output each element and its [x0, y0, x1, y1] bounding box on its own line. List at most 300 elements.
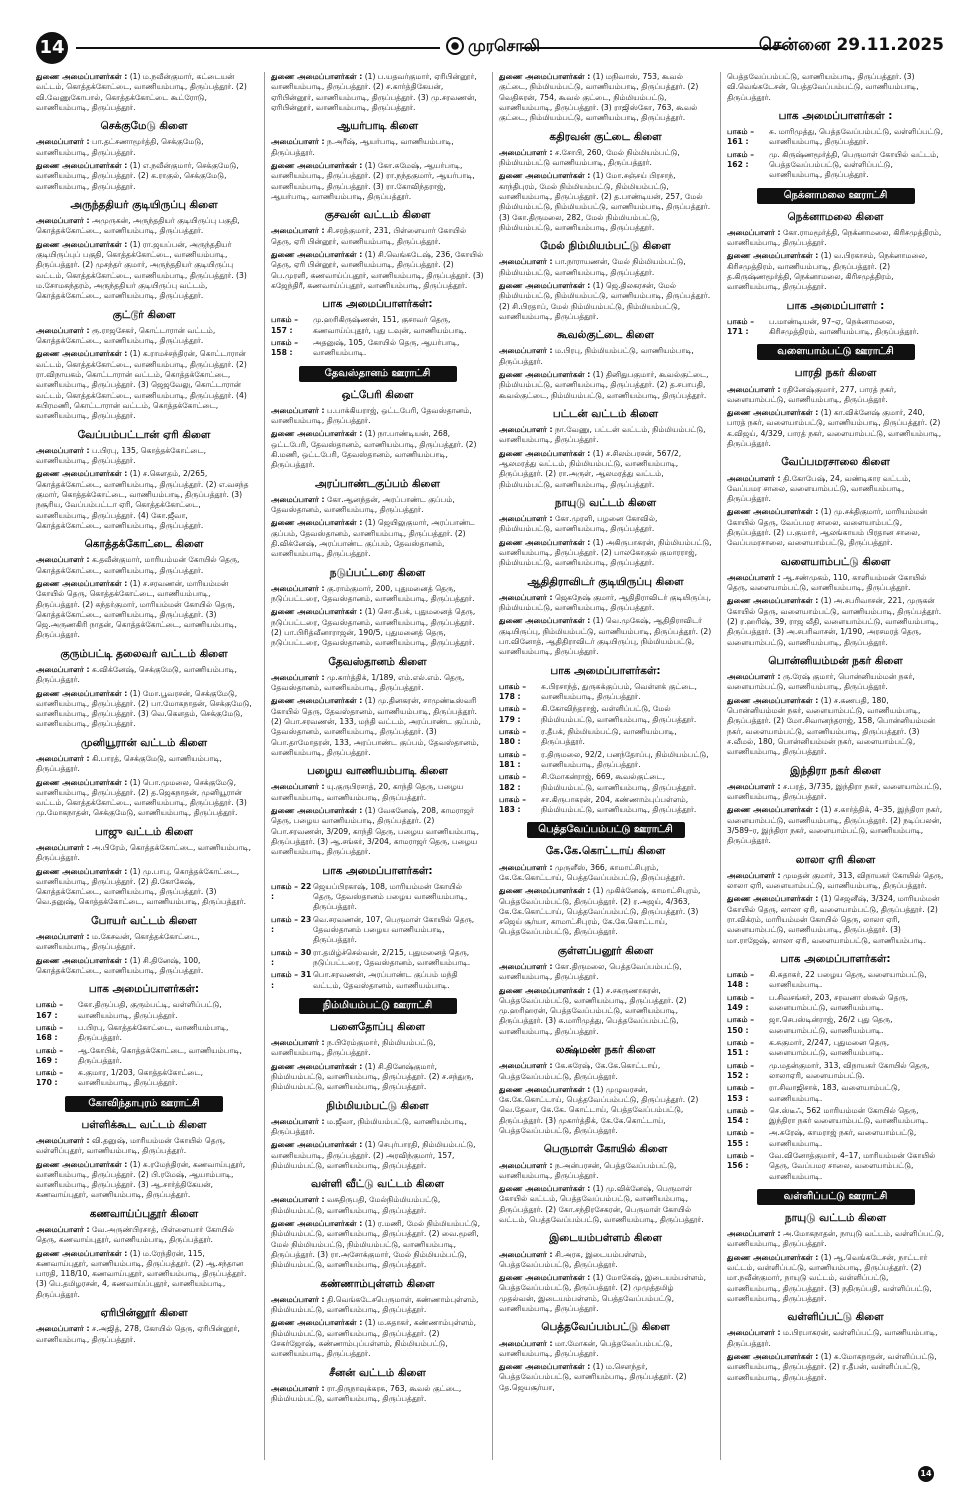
member-details: ம.பிரபு, நிம்மியம்பட்டு, வாணியம்பாடி, திருப்பத்தூர்.: [499, 346, 694, 366]
branch-heading: போயர் வட்டம் கிளை: [91, 914, 197, 927]
booth-number: பாகம் – 167 :: [36, 1000, 64, 1020]
member-entry: [36, 240, 252, 302]
member-entry: [36, 1249, 252, 1301]
branch-heading: வள்ளிப்பட்டு கிளை: [787, 1311, 884, 1324]
member-entry: [271, 782, 484, 803]
member-entry: [36, 1225, 252, 1246]
branch-heading: பாக அமைப்பாளர்கள்:: [322, 298, 433, 311]
role-label: துணை அமைப்பாளர்கள் :: [271, 1061, 363, 1071]
role-label: அமைப்பாளர் :: [36, 664, 90, 674]
branch-heading: வளையாம்பட்டு கிளை: [780, 555, 891, 568]
role-label: அமைப்பாளர் :: [271, 1383, 325, 1393]
article-columns: [36, 72, 944, 1460]
member-details: (1) வெ.முகேஷ், ஆதிதிராவிடர் குடியிருப்பு, நிம்மியம்பட்டு, வாணியம்பாடி, திருப்பத்தூர். (2) பா.வினோத், ஆதிதிராவிடர் குடியிருப்பு, நிம்மியம்பட்டு, வாணியம்பாடி, திருப்பத்தூர்.: [499, 616, 712, 657]
booth-number: பாகம் – 23 :: [271, 914, 312, 934]
member-details: (1) சி.வெங்கடேஷ், 236, கோயில் தெரு, ஏரி பின்னூர், வாணியம்பாடி, திருப்பத்தூர். (2) பெ.முரளி, கணவாய்ப்புதூர், வாணியம்பாடி, திருப்பத்தூர். (3) கஜேந்திரீ, கணவாய்ப்புதூர், வாணியம்பாடி, திருப்பத்தூர்.: [271, 250, 484, 290]
branch-heading: நெக்னாமலை கிளை: [787, 210, 884, 223]
branch-heading: கதிரவன் குட்டை கிளை: [549, 130, 662, 143]
role-label: அமைப்பாளர் :: [499, 1249, 553, 1259]
booth-entry: [271, 970, 484, 991]
booth-entry: [727, 1038, 944, 1059]
dateline: சென்னை 29.11.2025: [758, 35, 944, 55]
booth-entry: [499, 727, 712, 748]
member-entry: [499, 863, 712, 884]
member-entry: [36, 161, 252, 192]
role-label: அமைப்பாளர் :: [36, 325, 90, 335]
role-label: அமைப்பாளர் :: [727, 781, 781, 791]
role-label: அமைப்பாளர் :: [271, 226, 325, 236]
member-details: (1) ச.கௌதம், 2/265, கொத்தக்கோட்டை, வாணியம்பாடி, திருப்பத்தூர். (2) எ.வசந்த குமார், கொத்தக்கோட்டை, வாணியம்பாடி, திருப்பத்தூர். (3) நசூரிய, வேப்பம்பட்டா ஏரி, கொத்தக்கோட்டை, வாணியம்பாடி, திருப்பத்தூர். (4) கோ.ஜீவா, கொத்தக்கோட்டை, வாணியம்பாடி, திருப்பத்தூர்.: [36, 469, 249, 530]
member-details: ரு.ரேஷ் குமார், பொன்னியம்மன் நகர், வளையாம்பட்டு, வாணியம்பாடி, திருப்பத்தூர்.: [727, 672, 915, 692]
member-entry: [271, 806, 484, 858]
member-details: (1) முகிக்னேஷ், காமாட்சிபுரம், பெத்தவேப்பம்பட்டு, திருப்பத்தூர். (2) ர.அஜய், 4/363, கே.கே.கொட்டாய், பெத்தவேப்பம்பட்டு, திருப்பத்தூர். (3) சஜெய் சூர்யா, காமாட்சிபுரம், கே.கே.கொட்டாய், பெத்தவேப்பம்பட்டு, திருப்பத்தூர்.: [499, 886, 701, 937]
role-label: துணை அமைப்பாளர்கள் :: [36, 72, 128, 81]
member-entry: [36, 1160, 252, 1201]
booth-text: சி.மோகன்ராஜ், 669, கூவல்குட்டை, நிம்மியம்பட்டு, வாணியம்பாடி, திருப்பத்தூர்.: [541, 772, 697, 792]
member-details: (1) எ.நவீன்குமார், செக்குமேடு, வாணியம்பாடி, திருப்பத்தூர். (2) க.ராகுல், செக்குமேடு, வாணியம்பாடி, திருப்பத்தூர்.: [36, 161, 239, 191]
member-details: ந.பிரேம்குமார், நிம்மியம்பட்டு, வாணியம்பாடி, திருப்பத்தூர்.: [271, 1037, 436, 1058]
role-label: துணை அமைப்பாளர்கள் :: [499, 537, 591, 547]
member-entry: [271, 1062, 484, 1093]
member-details: (1) சு.ரமேந்திரன், கணவாய்புதூர், வாணியம்பாடி, திருப்பத்தூர். (2) பி.ரமேஷ், ஆயாம்பாடி, வாணியம்பாடி, திருப்பத்தூர். (3) ஆ.சார்த்திகேயன், கணவாய்புதூர், வாணியம்பாடி, திருப்பத்தூர்.: [36, 1159, 246, 1200]
role-label: அமைப்பாளர் :: [271, 405, 325, 415]
role-label: அமைப்பாளர் :: [36, 753, 90, 763]
footer-page-number: 14: [918, 1466, 934, 1482]
member-entry: [499, 514, 712, 535]
booth-number: பாகம் – 157 :: [271, 315, 299, 335]
role-label: துணை அமைப்பாளர்கள் :: [499, 985, 591, 995]
booth-number: பாகம் – 170 :: [36, 1068, 64, 1088]
role-label: அமைப்பாளர் :: [727, 870, 781, 880]
booth-entry: [36, 1068, 252, 1089]
role-label: துணை அமைப்பாளர்கள் :: [499, 1184, 591, 1194]
panchayat-section-banner: கோவிந்தாபுரம் ஊராட்சி: [65, 1096, 223, 1112]
booth-number: பாகம் – 31 :: [271, 970, 312, 990]
branch-heading: நாயுடு வட்டம் கிளை: [784, 1212, 887, 1224]
role-label: துணை அமைப்பாளர்கள் :: [271, 161, 363, 170]
panchayat-section-banner: நிம்மியம்பட்டு ஊராட்சி: [299, 998, 457, 1014]
branch-heading: பெருமாள் கோயில் கிளை: [543, 1143, 668, 1156]
member-details: (1) ச.சரவணன், மாரியம்மன் கோயில் தெரு, கொத்தக்கோட்டை, வாணியம்பாடி, திருப்பத்தூர். (2) சுந்தர்குமார், மாரியம்மன் கோயில் தெரு, கொத்தக்கோட்டை, வாணியம்பாடி, திருப்பத்தூர். (3) ஜெ.அருணகிரி நாதன், கொத்தக்கோட்டை, வாணியம்பாடி, திருப்பத்தூர்.: [36, 578, 237, 640]
branch-heading: குட்டூர் கிளை: [112, 308, 176, 321]
role-label: அமைப்பாளர் :: [499, 257, 553, 267]
member-details: பா.தட்சணாமூர்த்தி, செக்குமேடு, வாணியம்பாடி, திருப்பத்தூர்.: [36, 137, 204, 157]
panchayat-section-banner: வளையாம்பட்டு ஊராட்சி: [757, 344, 915, 360]
member-details: (1) கா.விக்னேஷ் குமார், 240, பாரத் நகர், வளையாம்பட்டு, வாணியம்பாடி, திருப்பத்தூர். (2) க.விஜய், 4/329, பாரத் நகர், வளையாம்பட்டு, வாணியம்பாடி, திருப்பத்தூர்.: [727, 408, 942, 449]
role-label: துணை அமைப்பாளர்கள் :: [499, 72, 591, 81]
member-entry: [727, 474, 944, 505]
booth-text: ப.சிவசங்கர், 203, சரவனா ஸ்கூல் தெரு, வளையாம்பட்டு, வாணியம்பாடி.: [769, 992, 909, 1012]
member-entry: [499, 1339, 712, 1360]
member-entry: [36, 754, 252, 775]
booth-text: வே.வினோத்குமார், 4–17, மாரியம்மன் கோயில் தெரு, வேப்பமர சாலை, வளையாம்பட்டு, வாணியம்பாடி.: [769, 1151, 936, 1181]
branch-heading: பாஜு வட்டம் கிளை: [94, 825, 194, 838]
member-details: ஜெகநேஷ் குமார், ஆதிதிராவிடர் குடியிருப்பு, நிம்மியம்பட்டு, வாணியம்பாடி, திருப்பத்தூர்.: [499, 592, 712, 612]
member-details: கோ.திருமலை, பெத்தவேப்பம்பட்டு, வாணியம்பாடி, திருப்பத்தூர்.: [499, 961, 682, 982]
member-details: (1) ஆ.வெங்கடேசன், நாட்டார் வட்டம், வள்ளிப்பட்டு, வாணியம்பாடி, திருப்பத்தூர். (2) மா.நவீன்குமார், நாயுடு வட்டம், வள்ளிப்பட்டு, வாணியம்பாடி, திருப்பத்தூர். (3) நதிருப்பதி, வள்ளிப்பட்டு, வாணியம்பாடி, திருப்பத்தூர்.: [727, 1252, 932, 1303]
branch-heading: தேவஸ்தானம் கிளை: [328, 655, 427, 668]
member-entry: [36, 579, 252, 641]
member-details: சி.சரத்குமார், 231, பிள்ளையார் கோயில் தெரு, ஏரி பின்னூர், வாணியம்பாடி, திருப்பத்தூர்.: [271, 226, 467, 246]
booth-number: பாகம் – 183 :: [499, 794, 527, 815]
booth-number: பாகம் – 153 :: [727, 1083, 755, 1103]
member-details: (1) சு.மோகநாதன், வள்ளிப்பட்டு, வாணியம்பாடி, திருப்பத்தூர். (2) ர.தீபன், வள்ளிப்பட்டு, வாணியம்பாடி, திருப்பத்தூர்.: [727, 1352, 937, 1382]
column-2: [264, 72, 484, 1460]
member-entry: [271, 1295, 484, 1316]
booth-text: ப.மாண்டியன், 97–ஏ, நெக்னாமலை, கிரிசமுத்திரம், வாணியம்பாடி, திருப்பத்தூர்.: [769, 316, 919, 337]
member-entry: [36, 778, 252, 819]
member-entry: [499, 1085, 712, 1137]
booth-text: கி.சுதாகர், 22 பழைய தெரு, வளையாம்பட்டு, வாணியம்பாடி.: [769, 970, 927, 990]
booth-text: மு. கிருஷ்ணமூர்த்தி, பெருமாள் கோயில் வட்டம், பெத்தவேப்பம்பட்டு, வள்ளிப்பட்டு, வாணியம்பாடி, திருப்பத்தூர்.: [769, 149, 939, 180]
member-details: (1) மோ.சஞ்சய் பிரசாந், காந்திபுரம், மேல் நிம்மியம்பட்டு, நிம்மியம்பட்டு, வாணியம்பாடி, திருப்பத்தூர். (2) த.பாண்டியன், 257, மேல் நிம்மியம்பட்டு, நிம்மியம்பட்டு, வாணியம்பாடி, திருப்பத்தூர். (3) கோ.திருமலை, 282, மேல் நிம்மியம்பட்டு, நிம்மியம்பட்டு, வாணியம்பாடி, திருப்பத்தூர்.: [499, 171, 711, 232]
member-details: வி.தனுஷ், மாரியம்மன் கோயில் தெரு, வள்ளிப்புதூர், வாணியம்பாடி, திருப்பத்தூர்.: [36, 1135, 226, 1156]
booth-text: ரா.தமிழ்ச்செல்வன், 2/215, புதுமனைத் தெரு, நடுப்பட்டரை, தேவஸ்தானம், வாணியம்பாடி.: [313, 947, 471, 967]
member-entry: [271, 1195, 484, 1216]
member-entry: [499, 449, 712, 490]
member-details: (1) ஜெயிலுகுமார், அரப்பாண்ட குப்பம், தேவஸ்தானம், வாணியம்பாடி, திருப்பத்தூர். (2) தி.விக்னேஷ், அரப்பாண்ட குப்பம், தேவஸ்தானம், வாணியம்பாடி, திருப்பத்தூர்.: [271, 518, 475, 559]
booth-entry: [727, 1106, 944, 1127]
member-details: ந.அன்பரசன், பெத்தவேப்பம்பட்டு, வாணியம்பாடி, திருப்பத்தூர்.: [499, 1160, 677, 1180]
booth-entry: [499, 750, 712, 771]
column-3: [492, 72, 712, 1460]
role-label: துணை அமைப்பாளர்கள் :: [499, 369, 591, 379]
role-label: துணை அமைப்பாளர்கள் :: [36, 866, 128, 876]
branch-heading: பழைய வாணியம்பாடி கிளை: [307, 765, 448, 778]
member-details: தி.வெங்கடேசபெருமாள், கண்ணாம்புள்ளம், நிம்மியம்பட்டு, வாணியம்பாடி, திருப்பத்தூர்.: [271, 1294, 479, 1314]
booth-number: பாகம் – 162 :: [727, 149, 755, 169]
column-1: [36, 72, 256, 1460]
booth-number: பாகம் – 158 :: [271, 338, 299, 358]
role-label: துணை அமைப்பாளர்கள் :: [36, 349, 128, 359]
member-details: (1) ச.சிலம்பரசன், 567/2, ஆலமரத்து வட்டம், நிம்மியம்பட்டு, வாணியம்பாடி, திருப்பத்தூர். (2) ரா.அருள், ஆலமரத்து வட்டம், நிம்மியம்பட்டு, வாணியம்பாடி, திருப்பத்தூர்.: [499, 448, 682, 489]
booth-number: பாகம் – 22 :: [271, 881, 312, 901]
member-entry: [271, 584, 484, 605]
masthead: [36, 30, 944, 66]
member-details: ந.அரீஷ், ஆயர்பாடி, வாணியம்பாடி, திருப்பத்தூர்.: [271, 137, 454, 157]
role-label: அமைப்பாளர் :: [36, 555, 90, 565]
booth-number: பாகம் – 152 :: [727, 1060, 755, 1080]
booth-text: ரா.சிவாஜிசாக், 183, வளையாம்பட்டு, வாணியம்பாடி.: [769, 1083, 901, 1103]
page-number-badge: 14: [36, 32, 68, 64]
member-details: (1) வேகனேஷ், 208, காமராஜர் தெரு, பழைய வாணியம்பாடி, திருப்பத்தூர். (2) பொ.சரவணன், 3/209, காந்தி தெரு, பழைய வாணியம்பாடி, திருப்பத்தூர். (3) ஆ.சங்கர், 3/204, காமராஜர் தெரு, பழைய வாணியம்பாடி, திருப்பத்தூர்.: [271, 806, 480, 857]
member-details: (1) ர.மணி, மேல் நிம்மியம்பட்டு, நிம்மியம்பட்டு, வாணியம்பாடி, திருப்பத்தூர். (2) வை.மூனி, மேல் நிம்மியம்பட்டு, நிம்மியம்பட்டு, வாணியம்பாடி, திருப்பத்தூர். (3) ரா.அசோக்குமார், மேல் நிம்மியம்பட்டு, நிம்மியம்பட்டு, வாணியம்பாடி, திருப்பத்தூர்.: [271, 1218, 481, 1270]
branch-heading: லாலா ஏரி கிளை: [795, 853, 876, 866]
member-entry: [499, 1362, 712, 1393]
member-entry: [727, 507, 944, 548]
member-details: (1) மோ.பூவரசன், செக்குமேடு, வாணியம்பாடி, திருப்பத்தூர். (2) பா.மோகநாதன், செக்குமேடு, வாணியம்பாடி, திருப்பத்தூர். (3) வெ.கௌதம், செக்குமேடு, வாணியம்பாடி, திருப்பத்தூர்.: [36, 688, 252, 729]
member-entry: [499, 1273, 712, 1314]
role-label: துணை அமைப்பாளர்கள் :: [271, 250, 363, 259]
booth-entry: [727, 970, 944, 991]
role-label: அமைப்பாளர் :: [727, 672, 781, 682]
member-entry: [36, 216, 252, 237]
member-entry: [271, 696, 484, 758]
branch-heading: அரப்பாண்டகுப்பம் கிளை: [315, 477, 440, 490]
newspaper-title: முரசொலி: [468, 36, 540, 55]
member-entry: [727, 1352, 944, 1383]
role-label: துணை அமைப்பாளர்கள் :: [499, 1362, 591, 1372]
branch-heading: கொத்தக்கோட்டை கிளை: [84, 538, 204, 551]
member-entry: [727, 894, 944, 946]
member-details: ச.பரத், 3/735, இந்திரா நகர், வளையாம்பட்டு, வாணியம்பாடி, திருப்பத்தூர்.: [727, 781, 942, 802]
member-entry: [36, 843, 252, 864]
role-label: துணை அமைப்பாளர்கள் :: [727, 1352, 819, 1362]
member-entry: [499, 538, 712, 569]
role-label: துணை அமைப்பாளர்கள் :: [499, 886, 591, 896]
booth-number: பாகம் – 148 :: [727, 970, 755, 990]
booth-entry: [499, 682, 712, 703]
member-entry: [271, 1318, 484, 1359]
column-4: [720, 72, 944, 1460]
member-details: வசுதிருபதி, மேல்நிம்மியம்பட்டு, நிம்மியம்பட்டு, வாணியம்பாடி, திருப்பத்தூர்.: [271, 1195, 441, 1215]
role-label: துணை அமைப்பாளர்கள் :: [36, 777, 128, 787]
branch-heading: பட்டன் வட்டம் கிளை: [552, 407, 659, 420]
role-label: துணை அமைப்பாளர்கள் :: [271, 1218, 363, 1228]
member-entry: [499, 281, 712, 322]
member-details: கோ.ராமமூர்த்தி, நெக்னாமலை, கிரிசமுத்திரம், வாணியம்பாடி, திருப்பத்தூர்.: [727, 227, 942, 248]
role-label: அமைப்பாளர் :: [36, 1324, 90, 1334]
member-entry: [271, 226, 484, 247]
branch-heading: குள்ளப்பனூர் கிளை: [557, 944, 654, 957]
booth-entry: [727, 1128, 944, 1149]
branch-heading: குரும்பட்டி தலைவர் வட்டம் கிளை: [60, 647, 228, 660]
booth-entry: [36, 1000, 252, 1021]
member-details: ம.ஜீவா, நிம்மியம்பட்டு, வாணியம்பாடி, திருப்பத்தூர்.: [271, 1116, 467, 1136]
booth-text: அ.சுரேஷ், காமராஜ் நகர், வளையாம்பட்டு, வாணியம்பாடி.: [769, 1128, 917, 1148]
role-label: அமைப்பாளர் :: [727, 1328, 781, 1338]
member-details: ச.அஜித், 278, கோயில் தெரு, ஏரிபின்னூர், வாணியம்பாடி, திருப்பத்தூர்.: [36, 1324, 240, 1344]
member-entry: [271, 137, 484, 158]
member-details: நா.வேணு, பட்டன் வட்டம், நிம்மியம்பட்டு, வாணியம்பாடி, திருப்பத்தூர்.: [499, 425, 706, 445]
role-label: துணை அமைப்பாளர்கள் :: [499, 448, 591, 458]
role-label: அமைப்பாளர் :: [499, 1160, 553, 1170]
member-details: க.தவீன்குமார், மாரியம்மன் கோயில் தெரு, கொத்தக்கோட்டை, வாணியம்பாடி, திருப்பத்தூர்.: [36, 555, 240, 575]
branch-heading: ஏரிபின்னூர் கிளை: [100, 1307, 188, 1320]
panchayat-section-banner: வள்ளிப்பட்டு ஊராட்சி: [757, 1189, 915, 1205]
member-details: ம.பிரபாகரன், வள்ளிப்பட்டு, வாணியம்பாடி, திருப்பத்தூர்.: [727, 1328, 938, 1348]
member-details: (1) மோகேஷ், இடையம்பள்ளம், பெத்தவேப்பம்பட்டு, திருப்பத்தூர். (2) முமுத்தமிழ் முதல்வன், இடையம்பள்ளம், பெத்தவேப்பம்பட்டு, வாணியம்பாடி, திருப்பத்தூர்.: [499, 1273, 707, 1314]
branch-heading: லக்ஷ்மண் நகர் கிளை: [555, 1044, 656, 1057]
member-entry: [36, 867, 252, 908]
member-details: (1) வ.பிரகாசம், நெக்னாமலை, கிரிசமுத்திரம், வாணியம்பாடி, திருப்பத்தூர். (2) த.கிருஷ்ணமூர்த்தி, நெக்னாமலை, கிரிசமுத்திரம், வாணியம்பாடி, திருப்பத்தூர்.: [727, 251, 928, 292]
role-label: அமைப்பாளர் :: [36, 137, 90, 147]
member-details: (1) ம.ரேந்திரன், 115, கணவாய்புதூர், வாணியம்பாடி, திருப்பத்தூர். (2) ஆ.சந்தான பாரதி, 118/10, கணவாய்புதூர், வாணியம்பாடி, திருப்பத்தூர். (3) பெ.தமிழரசன், 4, கணவாய்ப்புதூர், வாணியம்பாடி, திருப்பத்தூர்.: [36, 1248, 247, 1299]
panchayat-section-banner: நெக்னாமலை ஊராட்சி: [757, 188, 915, 204]
member-entry: [727, 871, 944, 892]
member-details: முமதன் குமார், 313, விநாயகர் கோயில் தெரு, லாலா ஏரி, வளையாம்பட்டு, வாணியம்பாடி, திருப்பத்தூர்.: [727, 870, 944, 891]
booth-entry: [499, 772, 712, 793]
member-entry: [727, 805, 944, 846]
branch-heading: பாக அமைப்பாளர்கள்:: [88, 983, 200, 996]
role-label: அமைப்பாளர் :: [271, 137, 325, 147]
member-details: (1) அ.சபரிவாசன், 221, முருகன் கோயில் தெரு, வளையாம்பட்டு, வாணியம்பாடி, திருப்பத்தூர். (2) ர.ஹரிஷ், 39, ராஜ வீதி, வளையாம்பட்டு, வாணியம்பாடி, திருப்பத்தூர். (3) அ.சபரிவாசன், 1/190, அரசமரத் தெரு, வளையாம்பட்டு, வாணியம்பாடி, திருப்பத்தூர்.: [727, 596, 942, 647]
member-details: (1) செஜனீஷ், 3/324, மாரியம்மன் கோயில் தெரு, லாலா ஏரி, வளையாம்பட்டு, திருப்பத்தூர். (2) ரா.விக்ரம், மாரியம்மன் கோயில் தெரு, லாலா ஏரி, வளையாம்பட்டு, வாணியம்பாடி, திருப்பத்தூர். (3) மா.ராஜேஷ், லாலா ஏரி, வளையாம்பட்டு, வாணியம்பாடி.: [727, 894, 940, 945]
member-details: (1) ச.கார்த்திக், 4–35, இந்திரா நகர், வளையாம்பட்டு, வாணியம்பாடி, திருப்பத்தூர். (2) நடிப்பலன், 3/589–ர, இந்திரா நகர், வளையாம்பட்டு, வாணியம்பாடி, திருப்பத்தூர்.: [727, 805, 943, 846]
booth-number: பாகம் – 182 :: [499, 772, 527, 792]
member-entry: [36, 932, 252, 953]
booth-text: சு.குமார, 1/203, கொத்தக்கோட்டை, வாணியம்பாடி, திருப்பத்தூர்.: [78, 1068, 204, 1088]
masthead-rule-right: [522, 47, 784, 49]
branch-heading: பாக அமைப்பாளர் :: [786, 299, 885, 312]
member-entry: [271, 673, 484, 694]
member-details: (1) மு.பாபு, கொத்தக்கோட்டை, வாணியம்பாடி, திருப்பத்தூர். (2) தி.கோகேஷ், கொத்தக்கோட்டை, வாணியம்பாடி, திருப்பத்தூர். (3) வெ.தனுஷ், கொத்தக்கோட்டை, வாணியம்பாடி, திருப்பத்தூர்.: [36, 866, 247, 907]
booth-text: ஜெயப்பிரகாஷ், 108, மாரியம்மன் கோயில் தெரு, தேவஸ்தானம் பழைய வாணியம்பாடி, திருப்பத்தூர்.: [313, 881, 468, 912]
branch-heading: பெத்தவேப்பம்பட்டு கிளை: [541, 1321, 670, 1334]
member-details: கே.சுரேஷ், கே.கே.கொட்டாய், பெத்தவேப்பம்பட்டு, திருப்பத்தூர்.: [499, 1061, 661, 1081]
panchayat-section-banner: பெத்தவேப்பம்பட்டு ஊராட்சி: [527, 822, 685, 838]
role-label: அமைப்பாளர் :: [499, 1061, 553, 1071]
role-label: அமைப்பாளர் :: [271, 782, 325, 792]
branch-heading: வேப்பமரசாலை கிளை: [781, 456, 890, 469]
masthead-rule-left: [76, 47, 440, 49]
booth-text: பொ.சரவணன், அரப்பாண்ட குப்பம் மந்தி வட்டம், தேவஸ்தானம், வாணியம்பாடி.: [313, 970, 458, 990]
booth-text: கோ.திருப்பதி, குரும்பட்டி, வள்ளிப்பட்டு, வாணியம்பாடி, திருப்பத்தூர்.: [78, 1000, 222, 1020]
role-label: துணை அமைப்பாளர்கள் :: [271, 72, 363, 81]
member-entry: [499, 346, 712, 367]
role-label: அமைப்பாளர் :: [271, 1294, 325, 1304]
role-label: துணை அமைப்பாளர்கள் :: [36, 239, 128, 249]
member-details: அ.பிரேம், கொத்தக்கோட்டை, வாணியம்பாடி, திருப்பத்தூர்.: [36, 842, 251, 863]
role-label: அமைப்பாளர் :: [36, 931, 90, 941]
role-label: துணை அமைப்பாளர்கள் :: [271, 518, 363, 528]
member-entry: [36, 956, 252, 977]
role-label: துணை அமைப்பாளர்கள் :: [271, 429, 363, 439]
role-label: அமைப்பாளர் :: [271, 1195, 325, 1205]
member-entry: [499, 370, 712, 401]
member-entry: [727, 573, 944, 594]
role-label: துணை அமைப்பாளர்கள் :: [271, 1140, 363, 1150]
branch-heading: வள்ளி வீட்டு வட்டம் கிளை: [310, 1178, 445, 1191]
role-label: துணை அமைப்பாளர்கள் :: [271, 607, 363, 617]
booth-number: பாகம் – 169 :: [36, 1045, 64, 1065]
member-entry: [36, 446, 252, 467]
member-details: வே.அருண்பிரசாத், பிள்ளையார் கோயில் தெரு, கணவாய்புதூர், வாணியம்பாடி, திருப்பத்தூர்.: [36, 1224, 234, 1245]
role-label: அமைப்பாளர் :: [499, 425, 553, 434]
member-details: முருளீஸ், 366, காமாட்சிபுரம், கே.கே.கொட்டாய், பெத்தவேப்பம்பட்டு, திருப்பத்தூர்.: [499, 862, 686, 882]
member-details: ப.பாக்கியராஜ், ஒட்டபேரி, தேவஸ்தானம், வாணியம்பாடி, திருப்பத்தூர்.: [271, 405, 472, 426]
role-label: துணை அமைப்பாளர்கள் :: [727, 695, 819, 705]
role-label: அமைப்பாளர் :: [271, 1116, 325, 1126]
member-entry: [499, 1250, 712, 1271]
role-label: அமைப்பாளர் :: [499, 961, 553, 971]
member-entry: [727, 385, 944, 406]
booth-number: பாகம் – 30 :: [271, 947, 312, 967]
member-details: ச.சோபி, 260, மேல் நிம்மியம்பட்டு, நிம்மியம்பட்டு வாணியம்பாடி, திருப்பத்தூர்.: [499, 147, 680, 167]
member-details: (1) ம.சுதாகர், கண்ணாம்புள்ளம், நிம்மியம்பட்டு, வாணியம்பாடி, திருப்பத்தூர். (2) சேகர்ஜோஷ், சுண்ணாம்புப்பள்ளம், நிம்மியம்பட்டு, வாணியம்பாடி, திருப்பத்தூர்.: [271, 1318, 477, 1359]
role-label: துணை அமைப்பாளர்கள் :: [36, 469, 128, 479]
branch-heading: கே.கே.கொட்டாய் கிளை: [545, 845, 666, 858]
branch-heading: கண்ணாம்புள்ளம் கிளை: [320, 1277, 435, 1290]
booth-number: பாகம் – 168 :: [36, 1022, 64, 1043]
member-details: (1) தினிதுபகுமார், கூவல்குட்டை, நிம்மியம்பட்டு, வாணியம்பாடி, திருப்பத்தூர். (2) த.சபாபதி, கூவல்குட்டை, நிம்மியம்பட்டு, வாணியம்பாடி, திருப்பத்தூர்.: [499, 369, 709, 400]
member-entry: [499, 1184, 712, 1225]
role-label: அமைப்பாளர் :: [499, 147, 553, 157]
branch-heading: மேல் நிம்மியம்பட்டு கிளை: [540, 240, 671, 253]
member-details: (1) முழுவரசன், கே.கே.கொட்டாய், பெத்தவேப்பம்பட்டு, திருப்பத்தூர். (2) வெ.தேவா, கே.கே. கொட்டாய், பெத்தவேப்பம்பட்டு, திருப்பத்தூர். (3) முகார்த்திக், கே.கே.கொட்டாய், பெத்தவேப்பம்பட்டு, திருப்பத்தூர்.: [499, 1084, 699, 1136]
booth-entry: [271, 315, 484, 336]
member-entry: [271, 250, 484, 291]
booth-text: ஜா.செபஸ்டின்ராஜ், 26/2 புது தெரு, வளையாம்பட்டு, வாணியம்பாடி.: [769, 1015, 893, 1035]
member-entry: [727, 782, 944, 803]
booth-entry: [36, 1046, 252, 1067]
member-entry: [271, 518, 484, 559]
booth-entry: [271, 338, 484, 359]
booth-entry: [727, 150, 944, 181]
role-label: அமைப்பாளர் :: [499, 346, 553, 356]
member-details: (1) ப.யதவர்குமார், ஏரிபின்னூர், வாணியம்பாடி, திருப்பத்தூர். (2) ச.கார்த்திகேயன், ஏரிபின்னூர், வாணியம்பாடி, திருப்பத்தூர். (3) மு.சரவணன், ஏரிபின்னூர், வாணியம்பாடி, திருப்பத்தூர்.: [271, 72, 477, 112]
role-label: துணை அமைப்பாளர்கள் :: [499, 280, 591, 290]
member-entry: [271, 1219, 484, 1271]
member-entry: [499, 616, 712, 657]
member-entry: [499, 72, 712, 124]
role-label: துணை அமைப்பாளர்கள் :: [499, 616, 591, 626]
booth-text: சு. மாரிமுத்து, பெத்தவேப்பம்பட்டு, வள்ளிப்பட்டு, வாணியம்பாடி, திருப்பத்தூர்.: [769, 127, 943, 147]
member-entry: [727, 696, 944, 758]
role-label: துணை அமைப்பாளர்கள் :: [36, 688, 128, 698]
role-label: அமைப்பாளர் :: [271, 583, 325, 593]
member-entry: [36, 72, 252, 113]
role-label: துணை அமைப்பாளர்கள் :: [36, 161, 128, 170]
branch-heading: ஆதிதிராவிடர் குடியிருப்பு கிளை: [527, 575, 684, 588]
booth-number: பாகம் – 171 :: [727, 316, 755, 337]
branch-heading: செக்குமேடு கிளை: [100, 120, 188, 133]
member-entry: [271, 1038, 484, 1059]
branch-heading: பாக அமைப்பாளர்கள் :: [778, 109, 893, 122]
member-details: அமுருகன், அருந்ததியர் குடியிருப்பு பகுதி, கொத்தக்கோட்டை, வாணியம்பாடி, திருப்பத்தூர்.: [36, 216, 240, 236]
booth-text: ர.தீபக், நிம்மியம்பட்டு, வாணியம்பாடி, திருப்பத்தூர்.: [541, 726, 677, 747]
booth-number: பாகம் – 149 :: [727, 992, 755, 1012]
member-entry: [271, 1384, 484, 1405]
member-details: (1) சி.தினேஷ்குமார், நிம்மியம்பட்டு, வாணியம்பாடி, திருப்பத்தூர். (2) ச.சந்துரு, நிம்மியம்பட்டு, வாணியம்பாடி, திருப்பத்தூர்.: [271, 1061, 474, 1092]
role-label: துணை அமைப்பாளர்கள் :: [727, 408, 819, 418]
member-details: (1) நா.பாண்டியன், 268, ஒட்டபேரி, தேவஸ்தானம், வாணியம்பாடி, திருப்பத்தூர். (2) கி.மணி, ஒட்டபேரி, தேவஸ்தானம், வாணியம்பாடி, திருப்பத்தூர்.: [271, 429, 477, 470]
member-entry: [499, 257, 712, 278]
member-entry: [36, 1324, 252, 1345]
member-entry: [499, 1161, 712, 1182]
branch-heading: நாயுடு வட்டம் கிளை: [554, 496, 657, 509]
member-entry: [727, 596, 944, 648]
member-details: பெத்தவேப்பம்பட்டு, வாணியம்பாடி, திருப்பத்தூர். (3) வி.வெங்கடேசன், பெத்தவேப்பம்பட்டு, வாணியம்பாடி, திருப்பத்தூர்.: [727, 72, 919, 102]
member-details: (1) சொ.தீபக், புதுமனைத் தெரு, நடுப்பட்டரை, தேவஸ்தானம், வாணியம்பாடி, திருப்பத்தூர். (2) பா.பிரித்வீனாராஜன், 190/5, புதுமனைத் தெரு, நடுப்பட்டரை, தேவஸ்தானம், வாணியம்பாடி, திருப்பத்தூர்.: [271, 607, 476, 648]
member-details: மு.கார்த்திக், 1/189, எம்.எல்.எம். தெரு, தேவஸ்தானம், வாணியம்பாடி, திருப்பத்தூர்.: [271, 672, 465, 693]
member-details: ஆ.சண்முகம், 110, காளியம்மன் கோயில் தெரு, வளையாம்பட்டு, வாணியம்பாடி, திருப்பத்தூர்.: [727, 572, 927, 593]
booth-entry: [36, 1023, 252, 1044]
booth-entry: [727, 993, 944, 1014]
branch-heading: ஆயர்பாடி கிளை: [336, 120, 419, 133]
member-details: (1) ரா.ஜயப்பன், அருந்ததியர் குடியிருப்புப் பகுதி, கொத்தக்கோட்டை, வாணியம்பாடி, திருப்பத்தூர். (2) முசந்தர் குமார், அருந்ததியர் குடியிருப்பு வட்டம், கொத்தக்கோட்டை, வாணியம்பாடி, திருப்பத்தூர். (3) ம.சோமசுந்தரம், அருந்ததியர் குடியிருப்பு வட்டம், கொத்தக்கோட்டை, வாணியம்பாடி, திருப்பத்தூர்.: [36, 239, 247, 301]
role-label: அமைப்பாளர் :: [36, 1224, 90, 1234]
role-label: துணை அமைப்பாளர்கள் :: [499, 1084, 591, 1094]
member-entry: [36, 469, 252, 531]
member-entry: [727, 408, 944, 449]
branch-heading: கூவல்குட்டை கிளை: [557, 329, 654, 342]
role-label: துணை அமைப்பாளர்கள் :: [36, 578, 128, 588]
member-entry: [727, 1229, 944, 1250]
booth-number: பாகம் – 178 :: [499, 681, 527, 701]
member-details: (1) ச.சகருணாகரன், பெத்தவேப்பம்பட்டு, வாணியம்பாடி, திருப்பத்தூர். (2) மு.ஹரிஹரன், பெத்தவேப்பம்பட்டு, வாணியம்பாடி, திருப்பத்தூர். (3) சு.மாரிமுத்து, பெத்தவேப்பம்பட்டு, வாணியம்பாடி, திருப்பத்தூர்.: [499, 985, 687, 1036]
booth-entry: [727, 1015, 944, 1036]
member-entry: [727, 1253, 944, 1305]
member-details: (1) ம.சௌந்தர், பெத்தவேப்பம்பட்டு, வாணியம்பாடி, திருப்பத்தூர். (2) தே.ஜெயசூர்யா,: [499, 1362, 687, 1392]
branch-heading: பள்ளிக்கூட வட்டம் கிளை: [81, 1118, 207, 1131]
member-entry: [36, 665, 252, 686]
booth-entry: [727, 1061, 944, 1082]
member-entry: [271, 72, 484, 113]
role-label: துணை அமைப்பாளர்கள் :: [499, 171, 591, 181]
booth-entry: [727, 1083, 944, 1104]
member-entry: [499, 593, 712, 614]
